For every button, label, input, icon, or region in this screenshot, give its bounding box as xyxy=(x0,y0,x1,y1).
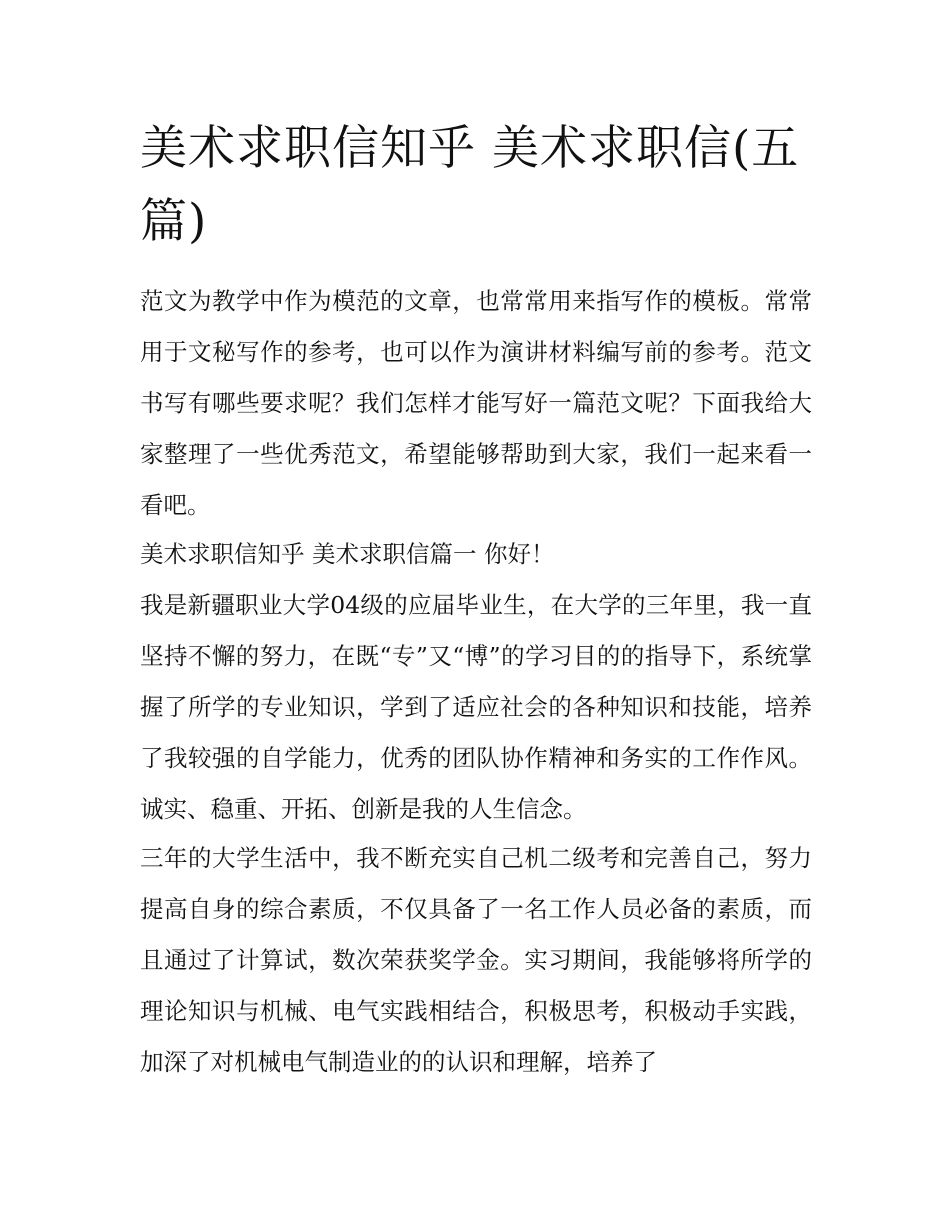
intro-paragraph: 范文为教学中作为模范的文章，也常常用来指写作的模板。常常用于文秘写作的参考，也可以作为演讲材料编写前的参考。范文书写有哪些要求呢？我们怎样才能写好一篇范文呢？下面我给大家整理了一些优秀范文，希望能够帮助到大家，我们一起来看一看吧。 xyxy=(140,287,812,519)
body-paragraph: 我是新疆职业大学04级的应届毕业生，在大学的三年里，我一直坚持不懈的努力，在既“专”又“博”的学习目的的指导下，系统掌握了所学的专业知识，学到了适应社会的各种知识和技能，培养了我较强的自学能力，优秀的团队协作精神和务实的工作作风。诚实、稳重、开拓、创新是我的人生信念。 xyxy=(140,591,812,823)
section-heading: 美术求职信知乎 美术求职信篇一 你好！ xyxy=(140,540,555,568)
body-paragraph: 三年的大学生活中，我不断充实自己机二级考和完善自己，努力提高自身的综合素质，不仅具备了一名工作人员必备的素质，而且通过了计算试，数次荣获奖学金。实习期间，我能够将所学的理论知识与机械、电气实践相结合，积极思考，积极动手实践，加深了对机械电气制造业的的认识和理解，培养了 xyxy=(140,844,812,1076)
document-title: 美术求职信知乎 美术求职信(五篇) xyxy=(140,121,800,249)
